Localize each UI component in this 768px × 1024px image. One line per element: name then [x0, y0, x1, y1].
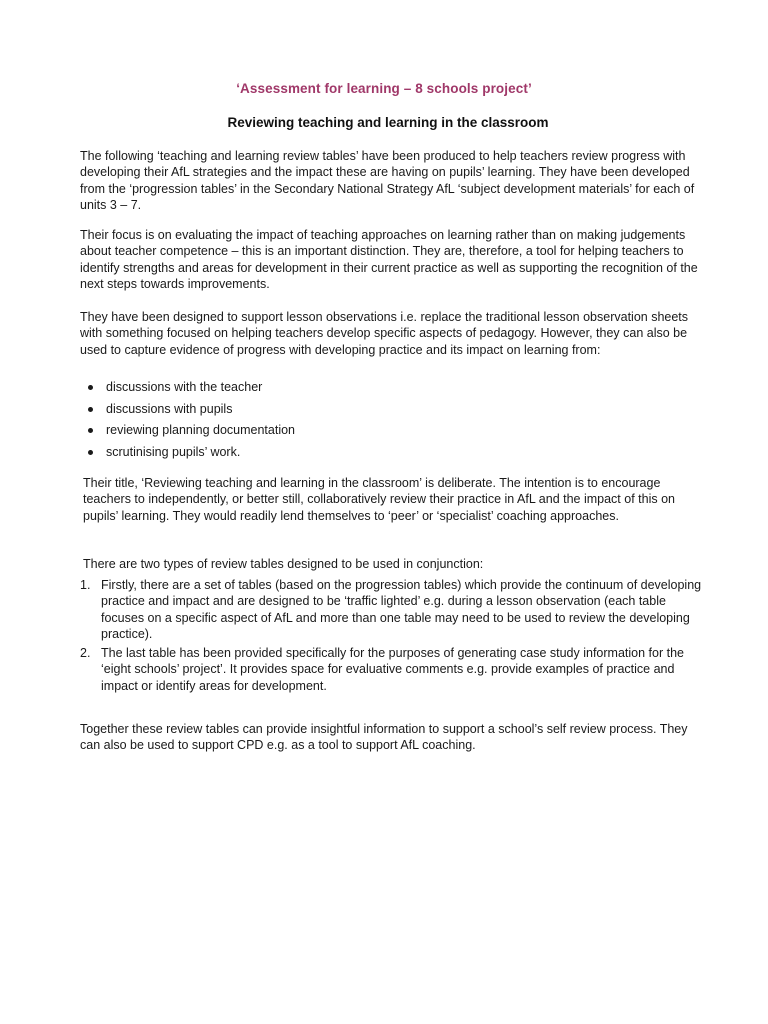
bullet-icon	[88, 407, 93, 412]
document-title: ‘Assessment for learning – 8 schools project’	[236, 81, 532, 96]
paragraph-two-types: There are two types of review tables designed to be used in conjunction:	[83, 557, 484, 571]
paragraph-design: They have been designed to support lesson observations i.e. replace the traditional lesson observation sheets with something focused on helping teachers develop specific aspects of pedagogy. However, they can also be used to capture evidence of progress with developing practice and its impact on learning from:	[80, 310, 689, 357]
list-item-text: discussions with pupils	[106, 401, 233, 416]
list-item-text: discussions with the teacher	[106, 380, 263, 394]
list-item	[80, 421, 295, 443]
numbered-item	[80, 577, 702, 642]
item-number: 2.	[80, 646, 91, 661]
numbered-item	[80, 645, 702, 694]
numbered-item-text: The last table has been provided specifically for the purposes of generating case study information for the ‘eight schools’ project’. It provides space for evaluative comments e.g. provide examples of practice and impact or identify areas for development.	[101, 646, 684, 693]
list-item	[80, 400, 295, 422]
review-table-types-list	[80, 577, 702, 694]
list-item-text: scrutinising pupils’ work.	[106, 444, 241, 459]
paragraph-focus: Their focus is on evaluating the impact of teaching approaches on learning rather than on making judgements about teacher competence – this is an important distinction. They are, therefore, a tool for helping teachers to identify strengths and areas for development in their current practice as well as supporting the recognition of the next steps towards improvements.	[80, 228, 698, 291]
list-item	[80, 378, 295, 400]
list-item-text: reviewing planning documentation	[106, 423, 296, 437]
list-item	[80, 443, 295, 465]
item-number: 1.	[80, 578, 91, 592]
paragraph-title-rationale: Their title, ‘Reviewing teaching and learning in the classroom’ is deliberate. The intention is to encourage teachers to independently, or better still, collaboratively review their practice in AfL and the impact of this on pupils’ learning. They would readily lend themselves to ‘peer’ or ‘specialist’ coaching approaches.	[83, 476, 675, 523]
paragraph-together: Together these review tables can provide insightful information to support a school’s self review process. They can also be used to support CPD e.g. as a tool to support AfL coaching.	[80, 722, 688, 753]
document-subtitle: Reviewing teaching and learning in the classroom	[227, 115, 549, 130]
paragraph-intro: The following ‘teaching and learning review tables’ have been produced to help teachers review progress with developing their AfL strategies and the impact these are having on pupils’ learning. They have been developed from the ‘progression tables’ in the Secondary National Strategy AfL ‘subject development materials’ for each of units 3 – 7.	[80, 149, 695, 212]
bullet-icon	[88, 450, 93, 455]
evidence-bullet-list	[80, 378, 295, 464]
bullet-icon	[88, 428, 93, 433]
bullet-icon	[88, 385, 93, 390]
numbered-item-text: Firstly, there are a set of tables (based on the progression tables) which provide the continuum of developing practice and impact and are designed to be ‘traffic lighted’ e.g. during a lesson observation (each table focuses on a specific aspect of AfL and more than one table may need to be used to review the developing practice).	[101, 578, 702, 641]
